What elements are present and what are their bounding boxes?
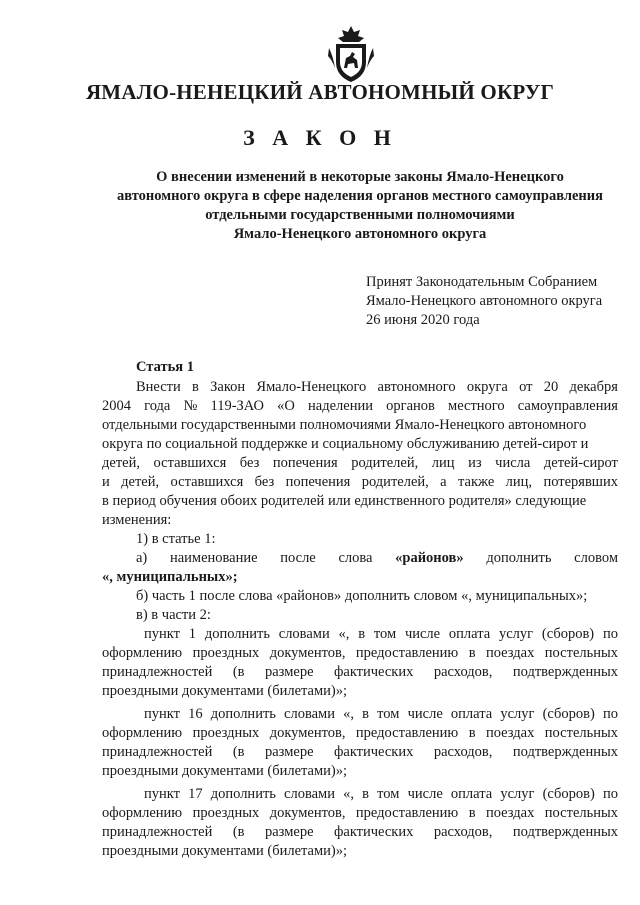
word: поездах (486, 805, 535, 821)
word: потерявших (543, 474, 618, 490)
word: документов, (269, 645, 346, 661)
law-subject (80, 168, 640, 244)
word: (в (232, 824, 245, 840)
word: детей, (102, 455, 140, 471)
word: постельных (544, 645, 618, 661)
word: года (144, 398, 171, 414)
word: «, (343, 706, 355, 722)
word: принадлежностей (102, 744, 213, 760)
word: расходов, (433, 824, 493, 840)
intro-line: изменения: (102, 512, 172, 528)
word: фактических (333, 744, 414, 760)
intro-line: отдельными государственными полномочиями Ямало-Ненецкого автономного (102, 417, 587, 433)
word: проездных (192, 645, 260, 661)
word: предоставлению (355, 645, 459, 661)
word: постельных (544, 725, 618, 741)
word: словами (278, 626, 330, 642)
item-a-keyword: «районов» (395, 550, 464, 566)
item-a-insert: «, муниципальных»; (102, 569, 238, 585)
word: 17 (188, 786, 203, 802)
word: без (254, 474, 275, 490)
word: принадлежностей (102, 824, 213, 840)
word: по (602, 706, 618, 722)
word: также (458, 474, 495, 490)
word: расходов, (433, 664, 493, 680)
point-17-line (102, 785, 618, 804)
point-16-line (102, 724, 618, 743)
word: том (373, 626, 397, 642)
adoption-date: 26 июня 2020 года (366, 312, 480, 328)
word: числе (407, 706, 443, 722)
word: 20 (543, 379, 559, 395)
word: предоставлению (355, 805, 459, 821)
word: «, (338, 626, 350, 642)
word: в (362, 786, 370, 802)
word: детей, (121, 474, 160, 490)
word: местного (448, 398, 505, 414)
word: в (468, 805, 476, 821)
word: «О (277, 398, 295, 414)
word: проездных (192, 725, 260, 741)
word: по (602, 786, 618, 802)
word: размере (265, 824, 314, 840)
word: размере (265, 664, 314, 680)
word: услуг (498, 626, 534, 642)
article-title: Статья 1 (136, 359, 194, 375)
word: размере (265, 744, 314, 760)
word: оставшихся (153, 455, 227, 471)
word: в (358, 626, 366, 642)
intro-line (102, 473, 618, 492)
word: в (362, 706, 370, 722)
point-16-line (102, 743, 618, 762)
word: пункт (144, 626, 180, 642)
point-17-line (102, 823, 618, 842)
word: числе (404, 626, 441, 642)
word: лиц, (505, 474, 533, 490)
item-a-word: а) (136, 550, 148, 566)
point-17-line: проездными документами (билетами)»; (102, 843, 347, 859)
word: документов, (269, 725, 346, 741)
word: поездах (486, 645, 535, 661)
item-a-word: после (280, 550, 316, 566)
word: дополнить (210, 786, 276, 802)
word: в (468, 645, 476, 661)
word: № (183, 398, 198, 414)
word: органов (386, 398, 435, 414)
word: дополнить (210, 706, 276, 722)
item-b: б) часть 1 после слова «районов» дополнить словом «, муниципальных»; (136, 588, 588, 604)
word: Закон (210, 379, 246, 395)
word: (сборов) (542, 786, 595, 802)
word: а (440, 474, 447, 490)
intro-line: округа по социальной поддержке и социальному обслуживанию детей-сирот и (102, 436, 589, 452)
word: в (192, 379, 199, 395)
word: родителей, (351, 455, 419, 471)
word: том (377, 706, 400, 722)
subject-line: О внесении изменений в некоторые законы Ямало-Ненецкого (156, 169, 564, 185)
word: услуг (500, 786, 535, 802)
subject-line: отдельными государственными полномочиями (205, 207, 515, 223)
word: фактических (333, 664, 414, 680)
word: «, (343, 786, 355, 802)
word: лиц (431, 455, 455, 471)
word: по (602, 626, 618, 642)
adoption-line: Ямало-Ненецкого автономного округа (366, 293, 603, 309)
point-16-line (102, 705, 618, 724)
region-title: ЯМАЛО-НЕНЕЦКИЙ АВТОНОМНЫЙ ОКРУГ (85, 80, 555, 104)
word: 119-ЗАО (210, 398, 265, 414)
word: автономного (377, 379, 456, 395)
word: (в (232, 744, 245, 760)
adoption-note (366, 273, 602, 330)
point-1-line (102, 625, 618, 644)
word: оплата (450, 706, 493, 722)
word: оставшихся (170, 474, 244, 490)
word: оформлению (102, 645, 183, 661)
subject-line: Ямало-Ненецкого автономного округа (233, 226, 487, 242)
word: самоуправления (517, 398, 618, 414)
word: оформлению (102, 725, 183, 741)
word: наделении (308, 398, 374, 414)
word: Внести (136, 379, 181, 395)
word: пункт (144, 786, 180, 802)
word: (сборов) (541, 626, 595, 642)
word: 1 (188, 626, 197, 642)
word: детей-сирот (543, 455, 618, 471)
point-1-line (102, 644, 618, 663)
word: дополнить (204, 626, 270, 642)
point-1-line (102, 663, 618, 682)
adoption-line: Принят Законодательным Собранием (366, 274, 598, 290)
item-a-word: слова (338, 550, 373, 566)
word: оформлению (102, 805, 183, 821)
word: числе (407, 786, 443, 802)
point-17-line (102, 804, 618, 823)
word: 16 (188, 706, 203, 722)
intro-line (102, 397, 618, 416)
word: расходов, (433, 744, 493, 760)
word: оплата (450, 786, 493, 802)
word: родителей, (361, 474, 429, 490)
word: пункт (144, 706, 180, 722)
item-a-word: дополнить (486, 550, 552, 566)
word: из (468, 455, 482, 471)
point-16-line: проездными документами (билетами)»; (102, 763, 347, 779)
word: и (102, 474, 110, 490)
word: попечения (272, 455, 338, 471)
article-body (102, 378, 618, 861)
law-heading: З А К О Н (243, 125, 397, 150)
word: словами (284, 706, 335, 722)
point-1-line: проездными документами (билетами)»; (102, 683, 347, 699)
word: услуг (500, 706, 535, 722)
word: подтвержденных (512, 824, 618, 840)
word: числа (495, 455, 531, 471)
item-a-word: словом (574, 550, 618, 566)
word: 2004 (102, 398, 131, 414)
intro-line (102, 378, 618, 397)
word: (в (232, 664, 245, 680)
word: том (377, 786, 400, 802)
item-v: в) в части 2: (136, 607, 211, 623)
word: в (468, 725, 476, 741)
word: подтвержденных (512, 744, 618, 760)
word: подтвержденных (512, 664, 618, 680)
word: документов, (269, 805, 346, 821)
word: попечения (285, 474, 351, 490)
word: предоставлению (355, 725, 459, 741)
coat-of-arms-icon (326, 24, 376, 84)
word: поездах (486, 725, 535, 741)
word: от (519, 379, 533, 395)
intro-line (102, 454, 618, 473)
item-a-word: наименование (169, 550, 258, 566)
word: оплата (448, 626, 491, 642)
word: декабря (569, 379, 618, 395)
item-a (102, 549, 618, 568)
word: фактических (333, 824, 414, 840)
subject-line: автономного округа в сфере наделения органов местного самоуправления (117, 188, 603, 204)
word: проездных (192, 805, 260, 821)
intro-line: в период обучения обоих родителей или единственного родителя» следующие (102, 493, 587, 509)
item-a-continuation (102, 568, 618, 587)
word: постельных (544, 805, 618, 821)
word: без (239, 455, 260, 471)
word: словами (284, 786, 335, 802)
item-1: 1) в статье 1: (136, 531, 216, 547)
word: Ямало-Ненецкого (256, 379, 367, 395)
word: (сборов) (542, 706, 595, 722)
word: округа (466, 379, 508, 395)
word: принадлежностей (102, 664, 213, 680)
